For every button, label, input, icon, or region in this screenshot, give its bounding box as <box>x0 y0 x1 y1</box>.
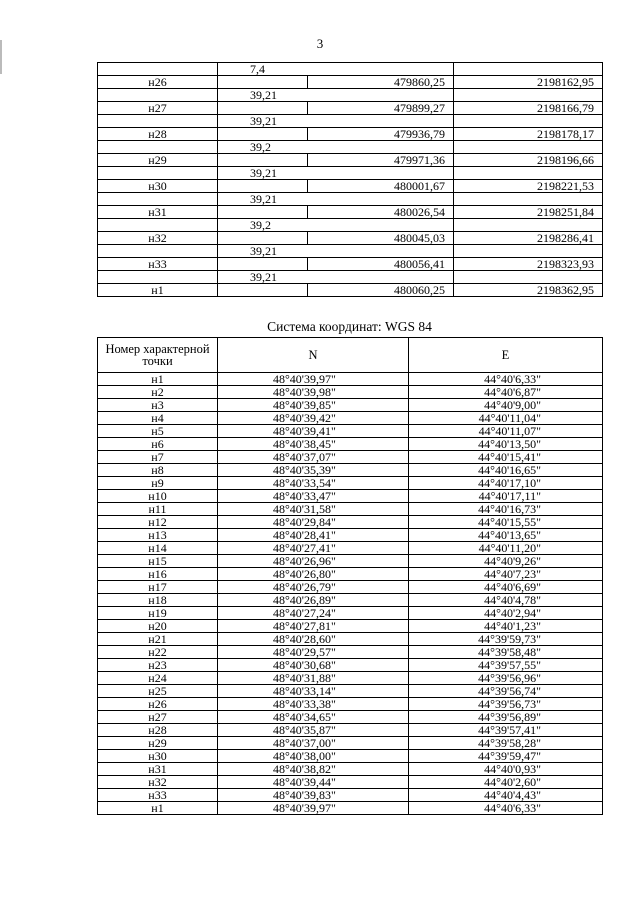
latitude-value: 48°40'33,14" <box>218 685 409 698</box>
longitude-value: 44°40'11,07" <box>409 425 603 438</box>
point-name: н28 <box>98 724 218 737</box>
point-name: н23 <box>98 659 218 672</box>
distance-empty-cell <box>454 245 603 258</box>
point-name: н5 <box>98 425 218 438</box>
latitude-value: 48°40'39,98" <box>218 386 409 399</box>
distance-row <box>98 245 603 258</box>
table-row <box>98 399 603 412</box>
y-coordinate: 2198178,17 <box>454 128 603 141</box>
longitude-value: 44°40'2,60" <box>409 776 603 789</box>
point-name: н31 <box>98 763 218 776</box>
distance-empty-cell <box>454 141 603 154</box>
x-coordinate: 480056,41 <box>308 258 454 271</box>
y-coordinate: 2198362,95 <box>454 284 603 297</box>
empty-cell <box>218 102 308 115</box>
table-row <box>98 633 603 646</box>
longitude-value: 44°40'17,11" <box>409 490 603 503</box>
y-coordinate: 2198196,66 <box>454 154 603 167</box>
table-row <box>98 711 603 724</box>
distance-empty-cell <box>454 167 603 180</box>
table-row <box>98 594 603 607</box>
table-row <box>98 737 603 750</box>
table-row <box>98 620 603 633</box>
table-row <box>98 438 603 451</box>
distance-empty-cell <box>98 167 218 180</box>
latitude-value: 48°40'33,54" <box>218 477 409 490</box>
longitude-value: 44°40'6,69" <box>409 581 603 594</box>
table-row <box>98 685 603 698</box>
latitude-value: 48°40'28,60" <box>218 633 409 646</box>
distance-empty-cell <box>98 63 218 76</box>
table-row <box>98 750 603 763</box>
point-name: н32 <box>98 776 218 789</box>
latitude-value: 48°40'33,38" <box>218 698 409 711</box>
point-name: н30 <box>98 180 218 193</box>
distance-empty-cell <box>454 63 603 76</box>
table-row <box>98 180 603 193</box>
longitude-value: 44°40'4,78" <box>409 594 603 607</box>
empty-cell <box>218 180 308 193</box>
point-name: н19 <box>98 607 218 620</box>
latitude-value: 48°40'31,88" <box>218 672 409 685</box>
table-row <box>98 789 603 802</box>
distance-row <box>98 271 603 284</box>
table-row <box>98 659 603 672</box>
table-row <box>98 542 603 555</box>
longitude-value: 44°39'57,41" <box>409 724 603 737</box>
table-row <box>98 724 603 737</box>
latitude-value: 48°40'35,87" <box>218 724 409 737</box>
distance-empty-cell <box>454 271 603 284</box>
empty-cell <box>218 128 308 141</box>
longitude-value: 44°39'56,74" <box>409 685 603 698</box>
x-coordinate: 479936,79 <box>308 128 454 141</box>
table-row <box>98 102 603 115</box>
longitude-value: 44°40'1,23" <box>409 620 603 633</box>
longitude-value: 44°39'59,73" <box>409 633 603 646</box>
latitude-value: 48°40'39,85" <box>218 399 409 412</box>
header-point-number: Номер характерной точки <box>98 338 218 373</box>
table-row <box>98 802 603 815</box>
latitude-value: 48°40'33,47" <box>218 490 409 503</box>
point-name: н1 <box>98 284 218 297</box>
longitude-value: 44°39'56,96" <box>409 672 603 685</box>
empty-cell <box>218 232 308 245</box>
latitude-value: 48°40'39,44" <box>218 776 409 789</box>
coordinate-system-caption: Система координат: WGS 84 <box>267 319 432 334</box>
latitude-value: 48°40'28,41" <box>218 529 409 542</box>
distance-value: 7,4 <box>218 63 454 76</box>
longitude-value: 44°40'6,87" <box>409 386 603 399</box>
longitude-value: 44°39'58,48" <box>409 646 603 659</box>
table-row <box>98 646 603 659</box>
point-name: н20 <box>98 620 218 633</box>
point-name: н6 <box>98 438 218 451</box>
latitude-value: 48°40'27,81" <box>218 620 409 633</box>
point-name: н33 <box>98 258 218 271</box>
distance-row <box>98 89 603 102</box>
point-name: н25 <box>98 685 218 698</box>
table-row <box>98 386 603 399</box>
table-row <box>98 607 603 620</box>
longitude-value: 44°39'57,55" <box>409 659 603 672</box>
latitude-value: 48°40'39,97" <box>218 373 409 386</box>
longitude-value: 44°40'16,65" <box>409 464 603 477</box>
point-name: н12 <box>98 516 218 529</box>
longitude-value: 44°39'59,47" <box>409 750 603 763</box>
table-row <box>98 154 603 167</box>
distance-row <box>98 115 603 128</box>
distance-empty-cell <box>98 89 218 102</box>
x-coordinate: 479971,36 <box>308 154 454 167</box>
distance-value: 39,21 <box>218 193 454 206</box>
distance-empty-cell <box>98 245 218 258</box>
y-coordinate: 2198286,41 <box>454 232 603 245</box>
point-name: н28 <box>98 128 218 141</box>
point-name: н16 <box>98 568 218 581</box>
point-name: н14 <box>98 542 218 555</box>
point-name: н10 <box>98 490 218 503</box>
table-row <box>98 763 603 776</box>
header-n: N <box>218 338 409 373</box>
distance-value: 39,21 <box>218 167 454 180</box>
longitude-value: 44°40'16,73" <box>409 503 603 516</box>
empty-cell <box>218 154 308 167</box>
longitude-value: 44°40'4,43" <box>409 789 603 802</box>
x-coordinate: 479860,25 <box>308 76 454 89</box>
table-row <box>98 425 603 438</box>
point-name: н30 <box>98 750 218 763</box>
table-row <box>98 477 603 490</box>
x-coordinate: 480045,03 <box>308 232 454 245</box>
distance-value: 39,2 <box>218 141 454 154</box>
longitude-value: 44°40'0,93" <box>409 763 603 776</box>
table-row <box>98 555 603 568</box>
distance-empty-cell <box>454 89 603 102</box>
distance-value: 39,21 <box>218 115 454 128</box>
x-coordinate: 479899,27 <box>308 102 454 115</box>
header-e: E <box>409 338 603 373</box>
table-row <box>98 568 603 581</box>
distance-row <box>98 141 603 154</box>
longitude-value: 44°40'15,55" <box>409 516 603 529</box>
point-name: н29 <box>98 154 218 167</box>
y-coordinate: 2198221,53 <box>454 180 603 193</box>
distance-empty-cell <box>98 141 218 154</box>
latitude-value: 48°40'37,07" <box>218 451 409 464</box>
y-coordinate: 2198251,84 <box>454 206 603 219</box>
table-row <box>98 529 603 542</box>
latitude-value: 48°40'26,80" <box>218 568 409 581</box>
longitude-value: 44°39'56,89" <box>409 711 603 724</box>
latitude-value: 48°40'37,00" <box>218 737 409 750</box>
distance-value: 39,21 <box>218 271 454 284</box>
longitude-value: 44°40'6,33" <box>409 802 603 815</box>
distance-row <box>98 193 603 206</box>
longitude-value: 44°39'56,73" <box>409 698 603 711</box>
point-name: н27 <box>98 102 218 115</box>
table-row <box>98 698 603 711</box>
point-name: н24 <box>98 672 218 685</box>
distance-value: 39,21 <box>218 89 454 102</box>
latitude-value: 48°40'38,45" <box>218 438 409 451</box>
page-number: 3 <box>316 36 324 51</box>
distance-row <box>98 63 603 76</box>
point-name: н21 <box>98 633 218 646</box>
longitude-value: 44°40'13,65" <box>409 529 603 542</box>
latitude-value: 48°40'39,41" <box>218 425 409 438</box>
point-name: н29 <box>98 737 218 750</box>
empty-cell <box>218 258 308 271</box>
point-name: н1 <box>98 373 218 386</box>
longitude-value: 44°40'13,50" <box>409 438 603 451</box>
table-header-row <box>98 338 603 373</box>
point-name: н2 <box>98 386 218 399</box>
empty-cell <box>218 76 308 89</box>
y-coordinate: 2198166,79 <box>454 102 603 115</box>
latitude-value: 48°40'39,97" <box>218 802 409 815</box>
distance-row <box>98 167 603 180</box>
msk-coordinates-table <box>97 62 603 297</box>
table-row <box>98 516 603 529</box>
table-row <box>98 284 603 297</box>
longitude-value: 44°40'9,26" <box>409 555 603 568</box>
latitude-value: 48°40'27,41" <box>218 542 409 555</box>
table-row <box>98 464 603 477</box>
x-coordinate: 480001,67 <box>308 180 454 193</box>
latitude-value: 48°40'38,00" <box>218 750 409 763</box>
point-name: н18 <box>98 594 218 607</box>
latitude-value: 48°40'26,89" <box>218 594 409 607</box>
longitude-value: 44°40'11,04" <box>409 412 603 425</box>
distance-empty-cell <box>98 271 218 284</box>
longitude-value: 44°40'7,23" <box>409 568 603 581</box>
latitude-value: 48°40'26,96" <box>218 555 409 568</box>
table-row <box>98 206 603 219</box>
distance-empty-cell <box>98 115 218 128</box>
latitude-value: 48°40'31,58" <box>218 503 409 516</box>
table-row <box>98 451 603 464</box>
latitude-value: 48°40'39,83" <box>218 789 409 802</box>
table-row <box>98 76 603 89</box>
x-coordinate: 480026,54 <box>308 206 454 219</box>
empty-cell <box>218 206 308 219</box>
y-coordinate: 2198162,95 <box>454 76 603 89</box>
point-name: н4 <box>98 412 218 425</box>
point-name: н26 <box>98 698 218 711</box>
point-name: н9 <box>98 477 218 490</box>
longitude-value: 44°40'17,10" <box>409 477 603 490</box>
point-name: н8 <box>98 464 218 477</box>
empty-cell <box>218 284 308 297</box>
wgs84-coordinates-table <box>97 337 603 815</box>
table-row <box>98 412 603 425</box>
point-name: н1 <box>98 802 218 815</box>
point-name: н15 <box>98 555 218 568</box>
latitude-value: 48°40'35,39" <box>218 464 409 477</box>
point-name: н17 <box>98 581 218 594</box>
x-coordinate: 480060,25 <box>308 284 454 297</box>
point-name: н27 <box>98 711 218 724</box>
point-name: н3 <box>98 399 218 412</box>
latitude-value: 48°40'29,57" <box>218 646 409 659</box>
latitude-value: 48°40'39,42" <box>218 412 409 425</box>
distance-empty-cell <box>454 193 603 206</box>
distance-row <box>98 219 603 232</box>
latitude-value: 48°40'38,82" <box>218 763 409 776</box>
latitude-value: 48°40'34,65" <box>218 711 409 724</box>
longitude-value: 44°40'2,94" <box>409 607 603 620</box>
point-name: н26 <box>98 76 218 89</box>
distance-empty-cell <box>454 219 603 232</box>
point-name: н31 <box>98 206 218 219</box>
y-coordinate: 2198323,93 <box>454 258 603 271</box>
table-row <box>98 373 603 386</box>
distance-value: 39,21 <box>218 245 454 258</box>
distance-empty-cell <box>98 193 218 206</box>
table-row <box>98 490 603 503</box>
table-row <box>98 672 603 685</box>
table-row <box>98 128 603 141</box>
longitude-value: 44°40'15,41" <box>409 451 603 464</box>
distance-empty-cell <box>98 219 218 232</box>
latitude-value: 48°40'26,79" <box>218 581 409 594</box>
latitude-value: 48°40'27,24" <box>218 607 409 620</box>
longitude-value: 44°40'9,00" <box>409 399 603 412</box>
point-name: н13 <box>98 529 218 542</box>
latitude-value: 48°40'30,68" <box>218 659 409 672</box>
point-name: н32 <box>98 232 218 245</box>
table-row <box>98 232 603 245</box>
distance-value: 39,2 <box>218 219 454 232</box>
latitude-value: 48°40'29,84" <box>218 516 409 529</box>
longitude-value: 44°39'58,28" <box>409 737 603 750</box>
longitude-value: 44°40'11,20" <box>409 542 603 555</box>
longitude-value: 44°40'6,33" <box>409 373 603 386</box>
distance-empty-cell <box>454 115 603 128</box>
point-name: н11 <box>98 503 218 516</box>
point-name: н7 <box>98 451 218 464</box>
table-row <box>98 258 603 271</box>
point-name: н22 <box>98 646 218 659</box>
table-row <box>98 503 603 516</box>
table-row <box>98 581 603 594</box>
point-name: н33 <box>98 789 218 802</box>
table-row <box>98 776 603 789</box>
